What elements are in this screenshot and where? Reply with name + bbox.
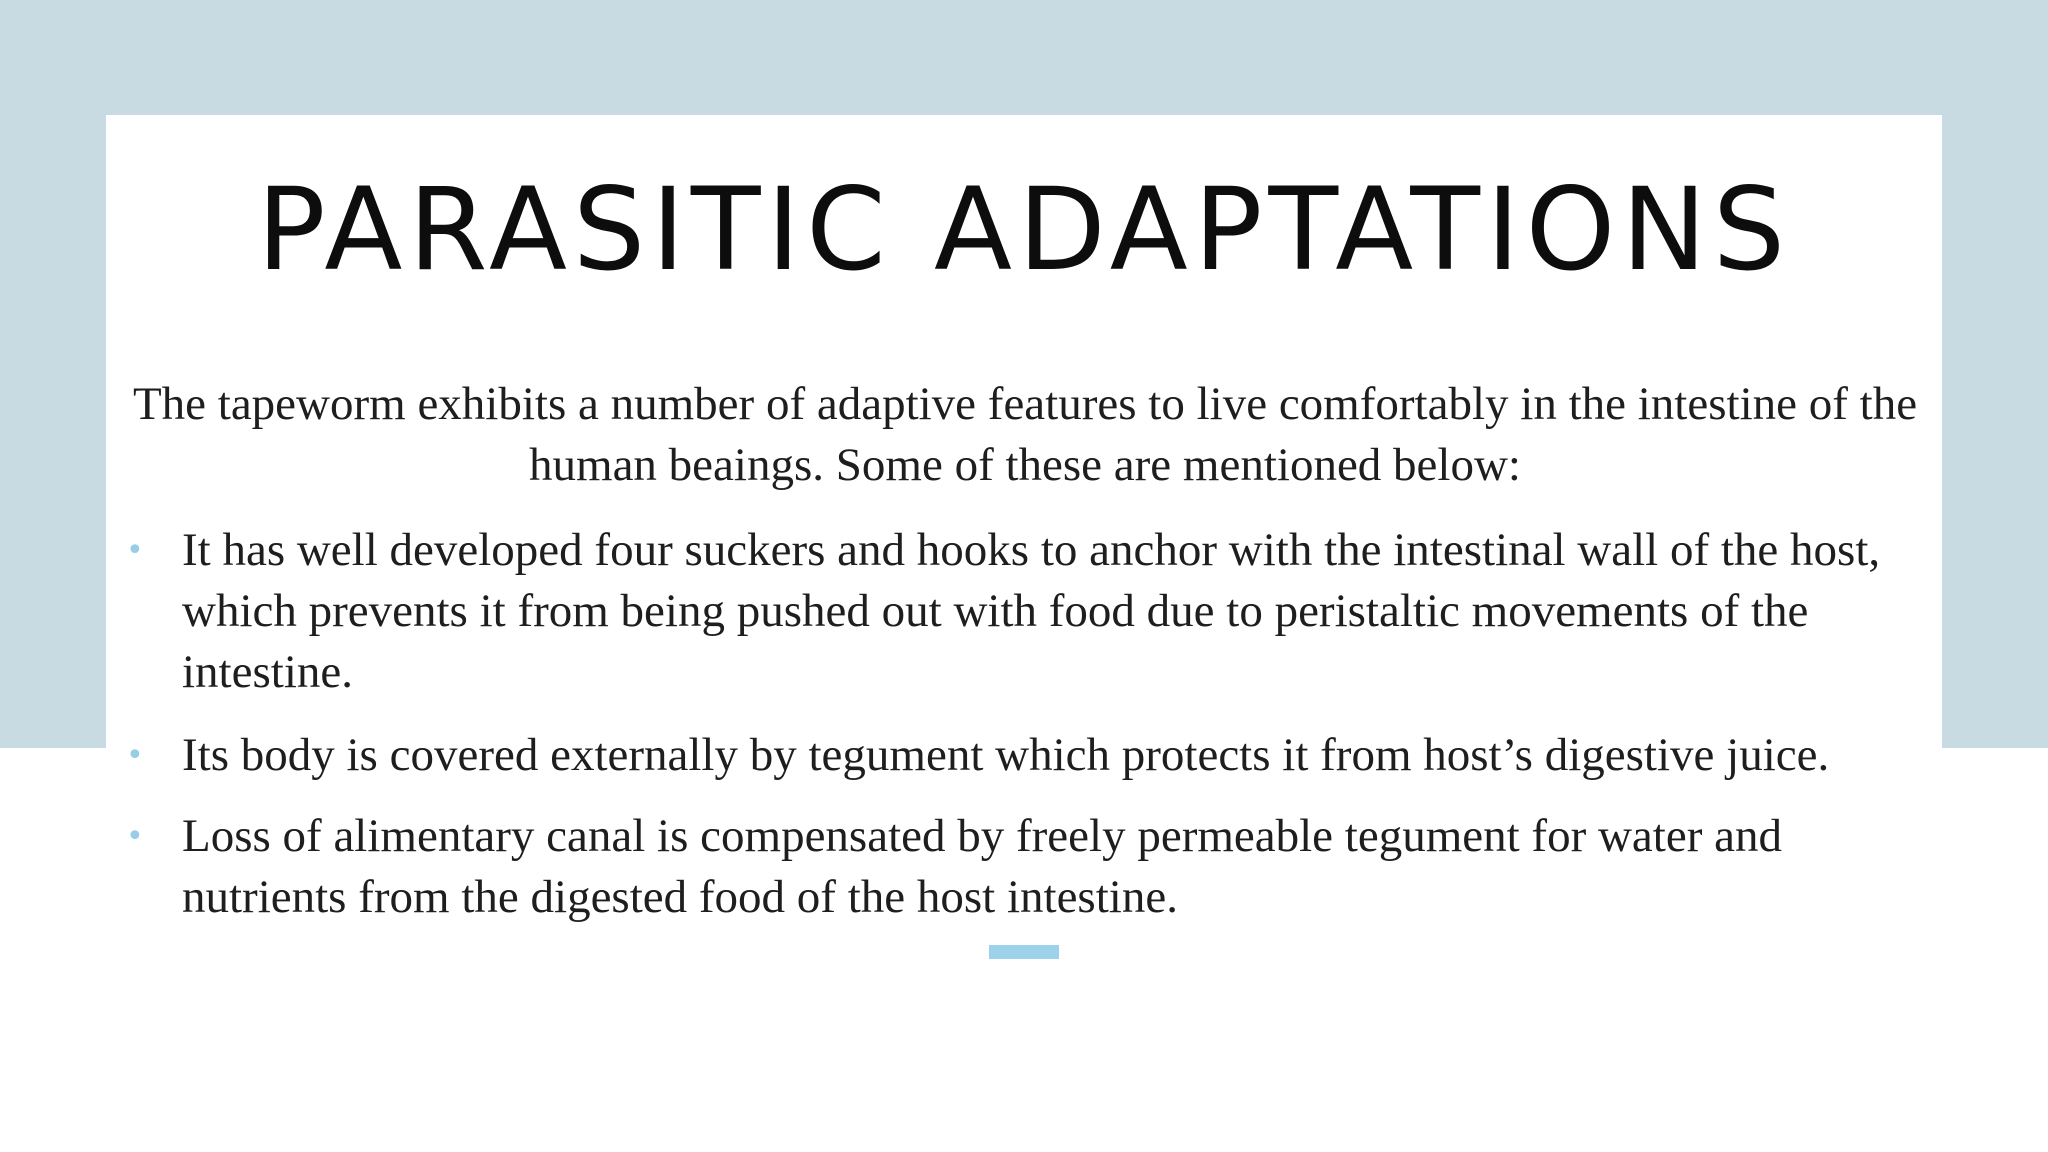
bullet-icon: • bbox=[126, 533, 144, 568]
accent-bar bbox=[989, 945, 1059, 959]
bullet-text: It has well developed four suckers and hooks to anchor with the intestinal wall of the host, which prevents it from being pushed out with food due to peristaltic movements of the intestine. bbox=[182, 524, 1881, 698]
bullet-icon: • bbox=[126, 738, 144, 773]
bullet-icon: • bbox=[126, 819, 144, 854]
bullet-text: Its body is covered externally by tegument which protects it from host’s digestive juice. bbox=[182, 729, 1830, 781]
bullet-item-suckers bbox=[120, 520, 1920, 703]
bullet-text: Loss of alimentary canal is compensated by freely permeable tegument for water and nutrients from the digested food of the host intestine. bbox=[182, 810, 1782, 923]
bullet-item-alimentary-canal bbox=[120, 806, 1920, 928]
bullet-list bbox=[120, 520, 1920, 948]
intro-paragraph: The tapeworm exhibits a number of adaptive features to live comfortably in the intestine of the human beaings. Some of these are mentioned below: bbox=[132, 378, 1918, 491]
slide-title: PARASITIC ADAPTATIONS bbox=[256, 163, 1792, 296]
bullet-item-tegument bbox=[120, 725, 1920, 786]
